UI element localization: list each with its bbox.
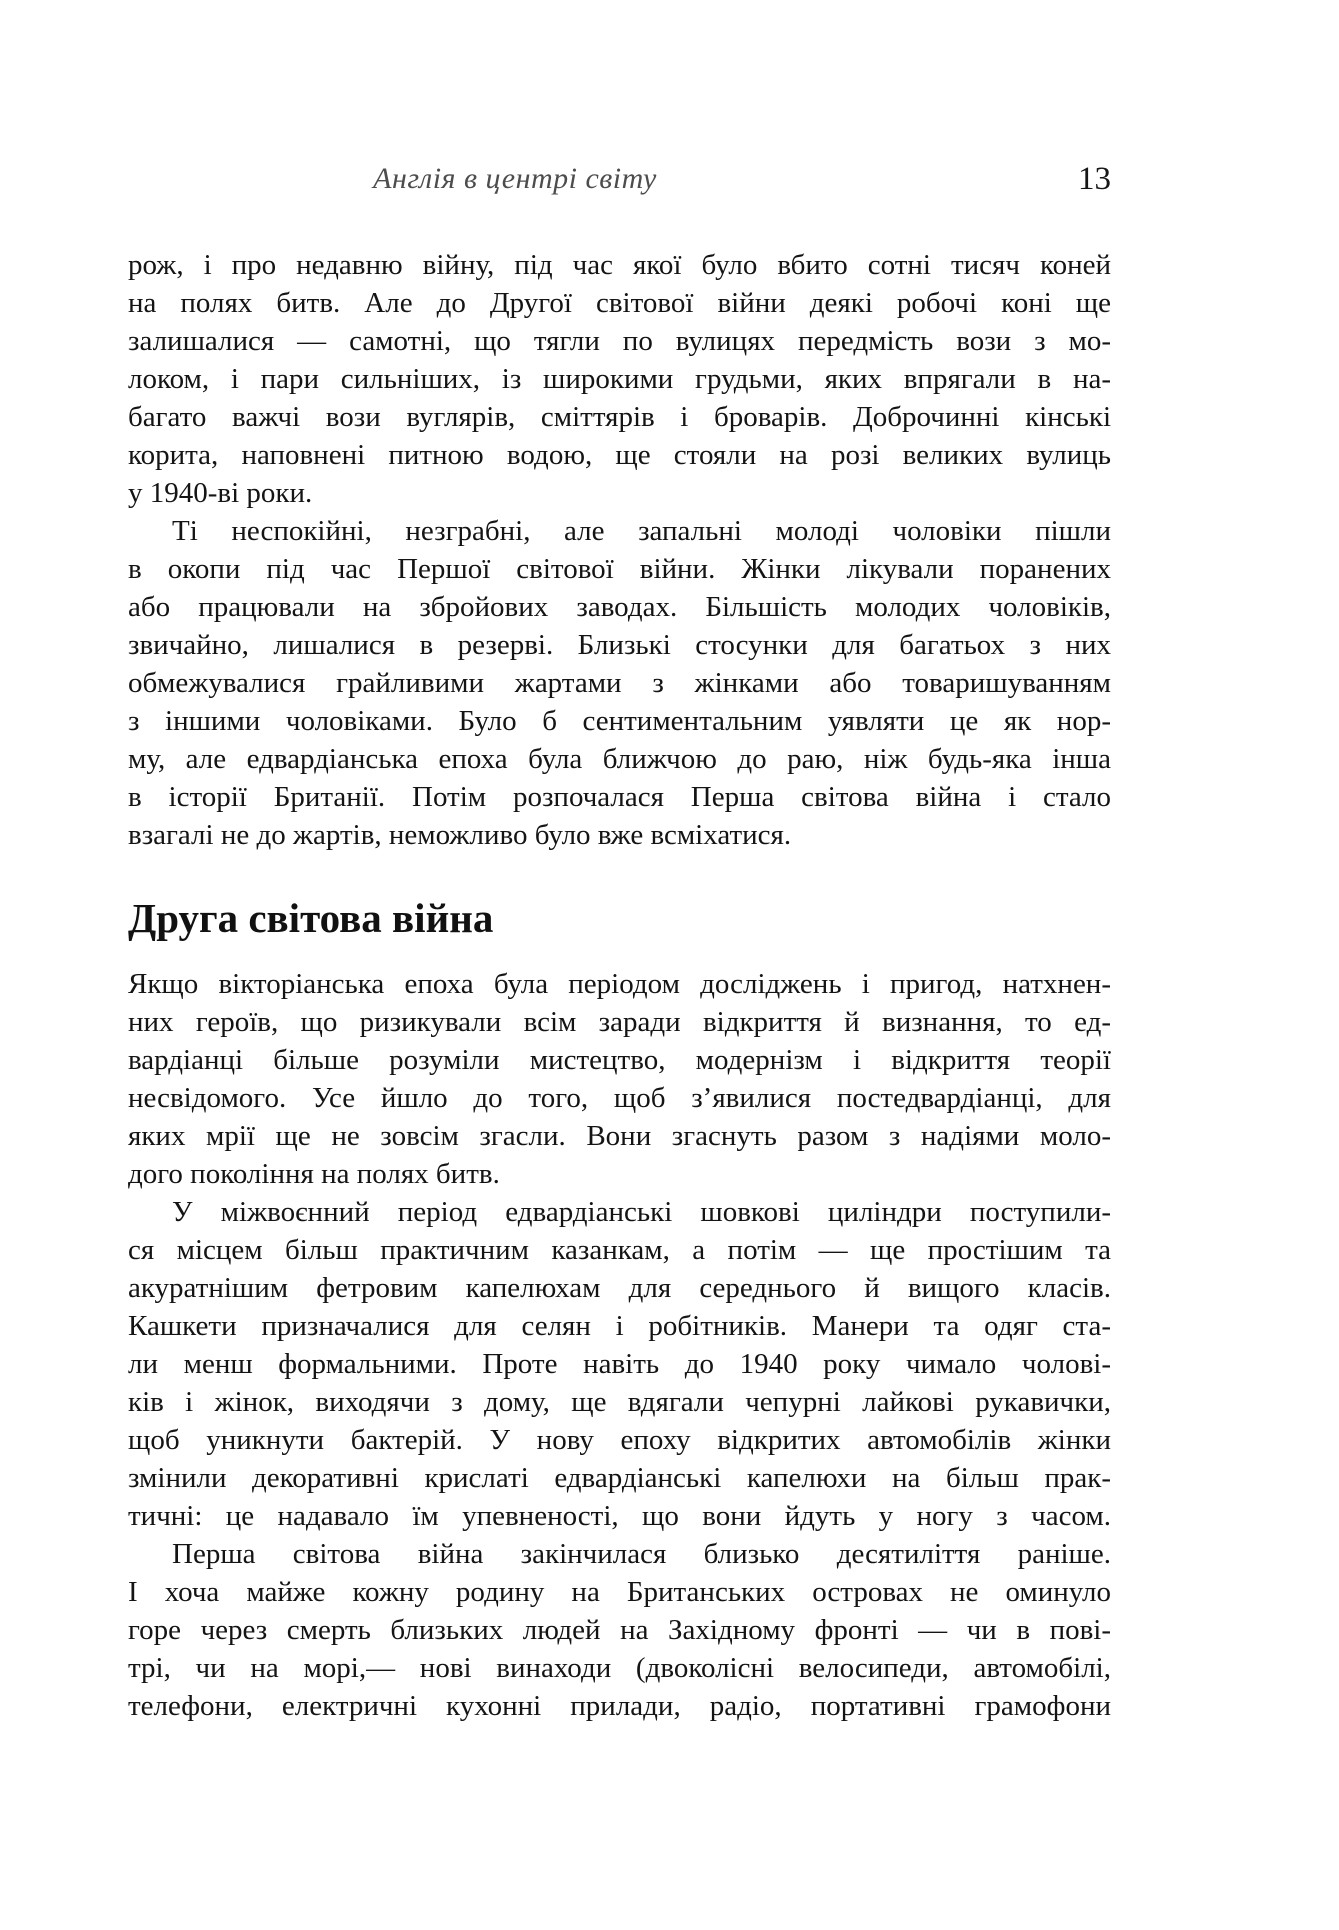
text-line: дого покоління на полях битв.	[128, 1158, 500, 1190]
text-line: Перша світова війна закінчилася близько десятиліття раніше.	[172, 1538, 1111, 1570]
text-line: му, але едвардіанська епоха була ближчою до раю, ніж будь-яка інша	[128, 743, 1111, 775]
text-line: Якщо вікторіанська епоха була періодом досліджень і пригод, натхнен-	[128, 968, 1111, 1000]
text-line: в окопи під час Першої світової війни. Жінки лікували поранених	[128, 553, 1111, 585]
paragraph	[128, 512, 1111, 854]
text-line: телефони, електричні кухонні прилади, радіо, портативні грамофони	[128, 1690, 1111, 1722]
text-line: корита, наповнені питною водою, ще стояли на розі великих вулиць	[128, 439, 1111, 471]
text-line: взагалі не до жартів, неможливо було вже всміхатися.	[128, 819, 792, 851]
text-line: ли менш формальними. Проте навіть до 1940 року чимало чолові-	[128, 1348, 1111, 1380]
paragraph	[128, 965, 1111, 1193]
text-line: ків і жінок, виходячи з дому, ще вдягали чепурні лайкові рукавички,	[128, 1386, 1111, 1418]
text-line: у 1940-ві роки.	[128, 477, 313, 509]
text-line: змінили декоративні крислаті едвардіанські капелюхи на більш прак-	[128, 1462, 1111, 1494]
text-line: вардіанці більше розуміли мистецтво, модернізм і відкриття теорії	[128, 1044, 1111, 1076]
text-line: локом, і пари сильніших, із широкими грудьми, яких впрягали в на-	[128, 363, 1111, 395]
text-line: або працювали на збройових заводах. Більшість молодих чоловіків,	[128, 591, 1111, 623]
text-line: з іншими чоловіками. Було б сентиментальним уявляти це як нор-	[128, 705, 1111, 737]
text-line: рож, і про недавню війну, під час якої було вбито сотні тисяч коней	[128, 249, 1111, 281]
text-line: трі, чи на морі,— нові винаходи (двоколісні велосипеди, автомобілі,	[128, 1652, 1111, 1684]
text-line: тичні: це надавало їм упевненості, що вони йдуть у ногу з часом.	[128, 1500, 1111, 1532]
text-line: несвідомого. Усе йшло до того, щоб з’явилися постедвардіанці, для	[128, 1082, 1111, 1114]
text-line: звичайно, лишалися в резерві. Близькі стосунки для багатьох з них	[128, 629, 1111, 661]
text-line: в історії Британії. Потім розпочалася Перша світова війна і стало	[128, 781, 1111, 813]
text-line: Ті неспокійні, незграбні, але запальні молоді чоловіки пішли	[172, 515, 1111, 547]
page-number: 13	[1078, 161, 1111, 197]
text-line: залишалися — самотні, що тягли по вулицях передмість вози з мо-	[128, 325, 1111, 357]
paragraph	[128, 1193, 1111, 1535]
page-body	[128, 246, 1111, 1725]
text-line: щоб уникнути бактерій. У нову епоху відкритих автомобілів жінки	[128, 1424, 1111, 1456]
text-line: на полях битв. Але до Другої світової війни деякі робочі коні ще	[128, 287, 1111, 319]
text-line: Кашкети призначалися для селян і робітників. Манери та одяг ста-	[128, 1310, 1111, 1342]
text-line: горе через смерть близьких людей на Західному фронті — чи в пові-	[128, 1614, 1111, 1646]
text-line: ся місцем більш практичним казанкам, а потім — ще простішим та	[128, 1234, 1111, 1266]
page-header	[128, 158, 1111, 200]
text-line: яких мрії ще не зовсім згасли. Вони згаснуть разом з надіями моло-	[128, 1120, 1111, 1152]
text-line: У міжвоєнний період едвардіанські шовкові циліндри поступили-	[172, 1196, 1111, 1228]
text-line: багато важчі вози вуглярів, сміттярів і броварів. Доброчинні кінські	[128, 401, 1111, 433]
paragraph	[128, 1535, 1111, 1725]
paragraph	[128, 246, 1111, 512]
text-line: обмежувалися грайливими жартами з жінками або товаришуванням	[128, 667, 1111, 699]
section-heading: Друга світова війна	[128, 895, 494, 941]
text-line: акуратнішим фетровим капелюхам для середнього й вищого класів.	[128, 1272, 1111, 1304]
text-line: них героїв, що ризикували всім заради відкриття й визнання, то ед-	[128, 1006, 1111, 1038]
text-line: І хоча майже кожну родину на Британських островах не оминуло	[128, 1576, 1111, 1608]
running-head: Англія в центрі світу	[373, 162, 657, 195]
